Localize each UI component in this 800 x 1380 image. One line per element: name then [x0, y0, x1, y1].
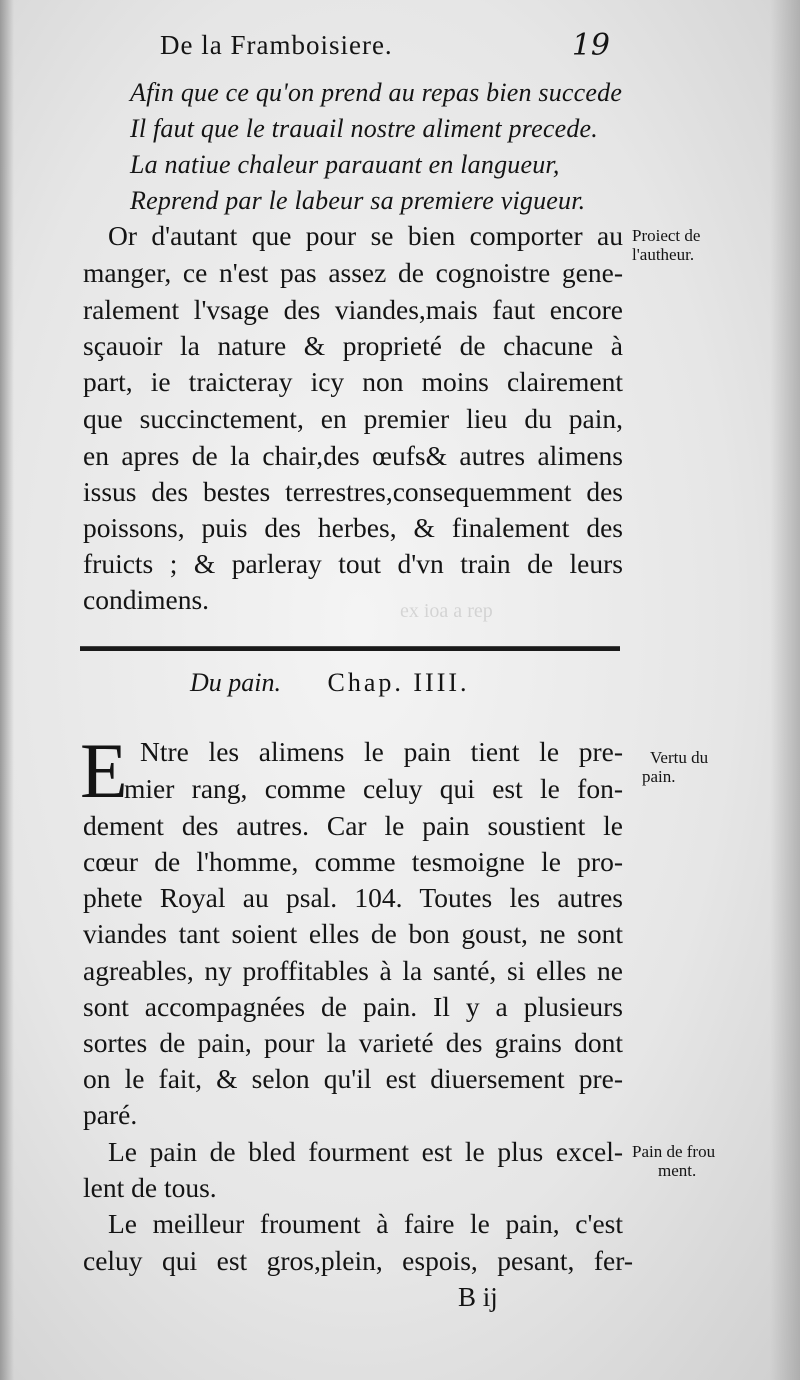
- verse-line: La natiue chaleur parauant en langueur,: [130, 150, 560, 179]
- paragraph-line: sortes de pain, pour la varieté des grains dont: [83, 1027, 623, 1058]
- paragraph-line: dement des autres. Car le pain soustient le: [83, 810, 623, 841]
- margin-note-line: ment.: [658, 1161, 697, 1180]
- chapter-label: Chap. IIII.: [327, 668, 470, 697]
- paragraph-line: condimens.: [83, 584, 210, 615]
- page-number: 19: [571, 28, 610, 63]
- signature-mark: B ij: [458, 1282, 498, 1312]
- margin-note-line: Pain de frou: [632, 1142, 716, 1161]
- paragraph-line: Le pain de bled fourment est le plus excel-: [108, 1136, 623, 1167]
- paragraph-line: poissons, puis des herbes, & finalement des: [83, 512, 623, 543]
- verse-line: Reprend par le labeur sa premiere vigueur.: [130, 186, 586, 215]
- verse-line: Il faut que le trauail nostre aliment precede.: [130, 114, 598, 143]
- paragraph-line: paré.: [83, 1099, 138, 1130]
- paragraph-line: mier rang, comme celuy qui est le fon-: [124, 773, 623, 804]
- paragraph-line: issus des bestes terrestres,consequemment des: [83, 476, 623, 507]
- paragraph-line: sçauoir la nature & proprieté de chacune à: [83, 330, 623, 361]
- paragraph-line: part, ie traicteray icy non moins clairement: [83, 366, 623, 397]
- drop-cap: E: [80, 727, 128, 814]
- chapter-heading: [190, 668, 470, 698]
- paragraph-line: en apres de la chair,des œufs& autres alimens: [83, 440, 623, 471]
- verse-line: Afin que ce qu'on prend au repas bien succede: [130, 78, 623, 107]
- margin-note-line: Vertu du: [650, 748, 709, 767]
- paragraph-line: Le meilleur froument à faire le pain, c'est: [108, 1208, 623, 1239]
- paragraph-line: Ntre les alimens le pain tient le pre-: [140, 736, 623, 767]
- margin-note-line: pain.: [642, 767, 676, 786]
- margin-note: [642, 748, 709, 786]
- paragraph-line: viandes tant soient elles de bon goust, ne sont: [83, 918, 623, 949]
- chapter-subtitle: Du pain.: [190, 668, 281, 697]
- page-gutter-shadow: [0, 0, 14, 1380]
- margin-note: [632, 226, 700, 264]
- margin-note-line: Proiect de: [632, 226, 701, 245]
- running-title: De la Framboisiere.: [160, 30, 393, 60]
- paragraph-line: que succinctement, en premier lieu du pain,: [83, 403, 623, 434]
- paragraph-line: sont accompagnées de pain. Il y a plusieurs: [83, 991, 623, 1022]
- paragraph-line: agreables, ny proffitables à la santé, si elles ne: [83, 955, 623, 986]
- paragraph-line: manger, ce n'est pas assez de cognoistre gene-: [83, 257, 623, 288]
- paragraph-line: cœur de l'homme, comme tesmoigne le pro-: [83, 846, 623, 877]
- page-edge-shadow: [770, 0, 800, 1380]
- paragraph-line: celuy qui est gros,plein, espois, pesant, fer-: [83, 1245, 633, 1276]
- paragraph-line: fruicts ; & parleray tout d'vn train de leurs: [83, 548, 623, 579]
- paragraph-line: on le fait, & selon qu'il est diuersement pre-: [83, 1063, 623, 1094]
- paragraph-line: phete Royal au psal. 104. Toutes les autres: [83, 882, 623, 913]
- margin-note-line: l'autheur.: [632, 245, 695, 264]
- paragraph-line: lent de tous.: [83, 1172, 217, 1203]
- paragraph-line: Or d'autant que pour se bien comporter au: [108, 220, 623, 251]
- margin-note: [632, 1142, 715, 1180]
- show-through-text: ex ioa a rep: [400, 600, 493, 622]
- section-rule: [80, 646, 620, 651]
- paragraph-line: ralement l'vsage des viandes,mais faut encore: [83, 294, 623, 325]
